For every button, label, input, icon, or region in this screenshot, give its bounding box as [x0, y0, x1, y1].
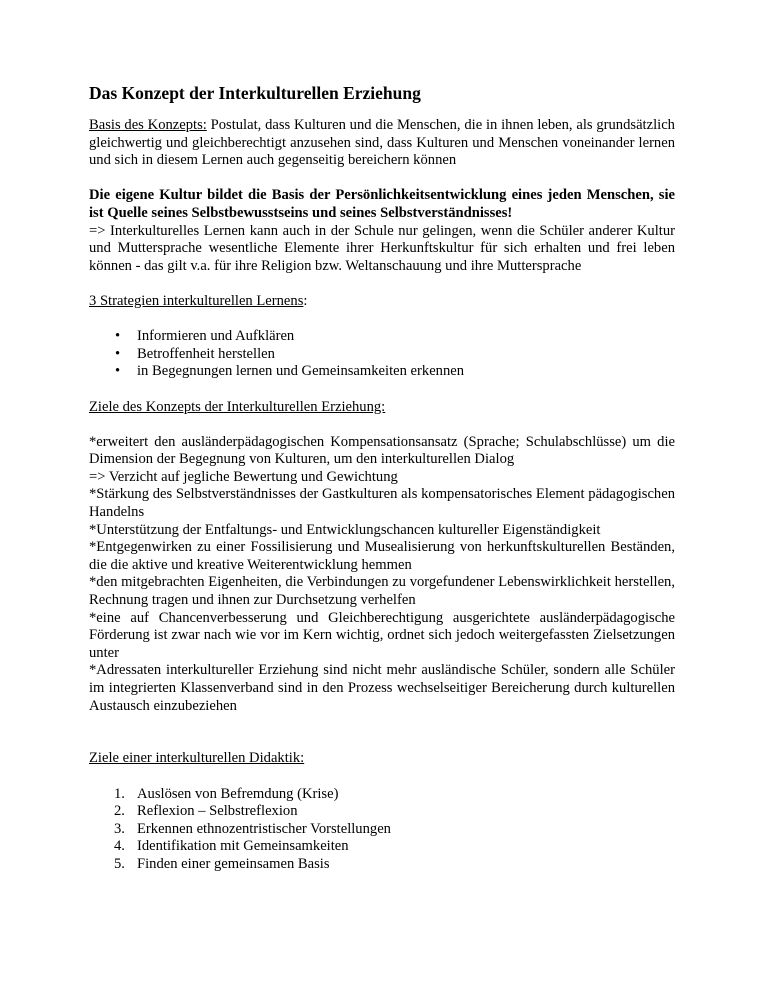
ziele-konzept-line: *den mitgebrachten Eigenheiten, die Verbindungen zu vorgefundener Lebenswirklichkeit herstellen, Rechnung tragen und ihnen zur Durchsetzung verhelfen [89, 574, 675, 609]
list-item [89, 838, 675, 856]
didaktik-list [89, 786, 675, 874]
strategien-heading-colon: : [303, 292, 308, 309]
ziele-konzept-line: *eine auf Chancenverbesserung und Gleichberechtigung ausgerichtete ausländerpädagogische Förderung ist zwar nach wie vor im Kern wichtig, ordnet sich jedoch weitergefassten Zielsetzungen unter [89, 609, 675, 661]
strategien-heading-line [89, 293, 675, 311]
ziele-konzept-line: => Verzicht auf jegliche Bewertung und Gewichtung [89, 468, 398, 485]
list-number: 3. [114, 820, 125, 837]
ziele-konzept-line: *Entgegenwirken zu einer Fossilisierung und Musealisierung von herkunftskulturellen Beständen, die die aktive und kreative Weiterentwicklung hemmen [89, 539, 675, 573]
strategien-heading: 3 Strategien interkulturellen Lernens [89, 292, 304, 309]
ziele-konzept-heading: Ziele des Konzepts der Interkulturellen Erziehung: [89, 398, 386, 415]
list-item-text: Erkennen ethnozentristischer Vorstellungen [137, 820, 391, 837]
list-item-text: Auslösen von Befremdung (Krise) [137, 785, 339, 802]
ziele-konzept-line: *Stärkung des Selbstverständnisses der Gastkulturen als kompensatorisches Element pädagogischen Handelns [89, 486, 675, 521]
list-item: • Informieren und Aufklären [89, 328, 675, 346]
list-number: 4. [114, 838, 125, 855]
list-item [89, 803, 675, 821]
list-item-text: Finden einer gemeinsamen Basis [137, 855, 330, 872]
list-item [89, 821, 675, 839]
basis-paragraph [89, 117, 675, 170]
kultur-bold-statement: Die eigene Kultur bildet die Basis der Persönlichkeitsentwicklung eines jeden Menschen, sie ist Quelle seines Selbstbewusstseins und seines Selbstverständnisses! [89, 187, 675, 221]
document-page [89, 82, 675, 874]
strategien-list [89, 328, 675, 381]
ziele-konzept-line: *Unterstützung der Entfaltungs- und Entwicklungschancen kultureller Eigenständigkeit [89, 521, 601, 538]
list-item [89, 786, 675, 804]
document-title: Das Konzept der Interkulturellen Erziehung [89, 83, 421, 103]
ziele-konzept-line: *Adressaten interkultureller Erziehung sind nicht mehr ausländische Schüler, sondern alle Schüler im integrierten Klassenverband sind in den Prozess wechselseitiger Bereicherung durch kulturellen Austausch einzubeziehen [89, 662, 675, 714]
list-item: • Betroffenheit herstellen [89, 346, 675, 364]
list-item: • in Begegnungen lernen und Gemeinsamkeiten erkennen [89, 363, 675, 381]
list-item-text: Identifikation mit Gemeinsamkeiten [137, 838, 349, 855]
list-number: 2. [114, 803, 125, 820]
list-item-text: Reflexion – Selbstreflexion [137, 803, 298, 820]
kultur-paragraph: => Interkulturelles Lernen kann auch in der Schule nur gelingen, wenn die Schüler anderer Kultur und Muttersprache wesentliche Elemente ihrer Herkunftskultur für sich erhalten und frei leben können - das gilt v.a. für ihre Religion bzw. Weltanschauung und ihre Muttersprache [89, 222, 675, 274]
ziele-konzept-line: *erweitert den ausländerpädagogischen Kompensationsansatz (Sprache; Schulabschlüsse) um die Dimension der Begegnung von Kulturen, um den interkulturellen Dialog [89, 433, 675, 468]
didaktik-heading: Ziele einer interkulturellen Didaktik: [89, 750, 305, 767]
list-item [89, 856, 675, 874]
list-number: 5. [114, 855, 125, 872]
basis-label: Basis des Konzepts: [89, 117, 207, 133]
list-number: 1. [114, 785, 125, 802]
basis-text: Postulat, dass Kulturen und die Menschen, die in ihnen leben, als grundsätzlich gleichwertig und gleichberechtigt anzusehen sind, dass Kulturen und Menschen voneinander lernen und sich in diesem Lernen auch gegenseitig bereichern können [89, 117, 675, 169]
